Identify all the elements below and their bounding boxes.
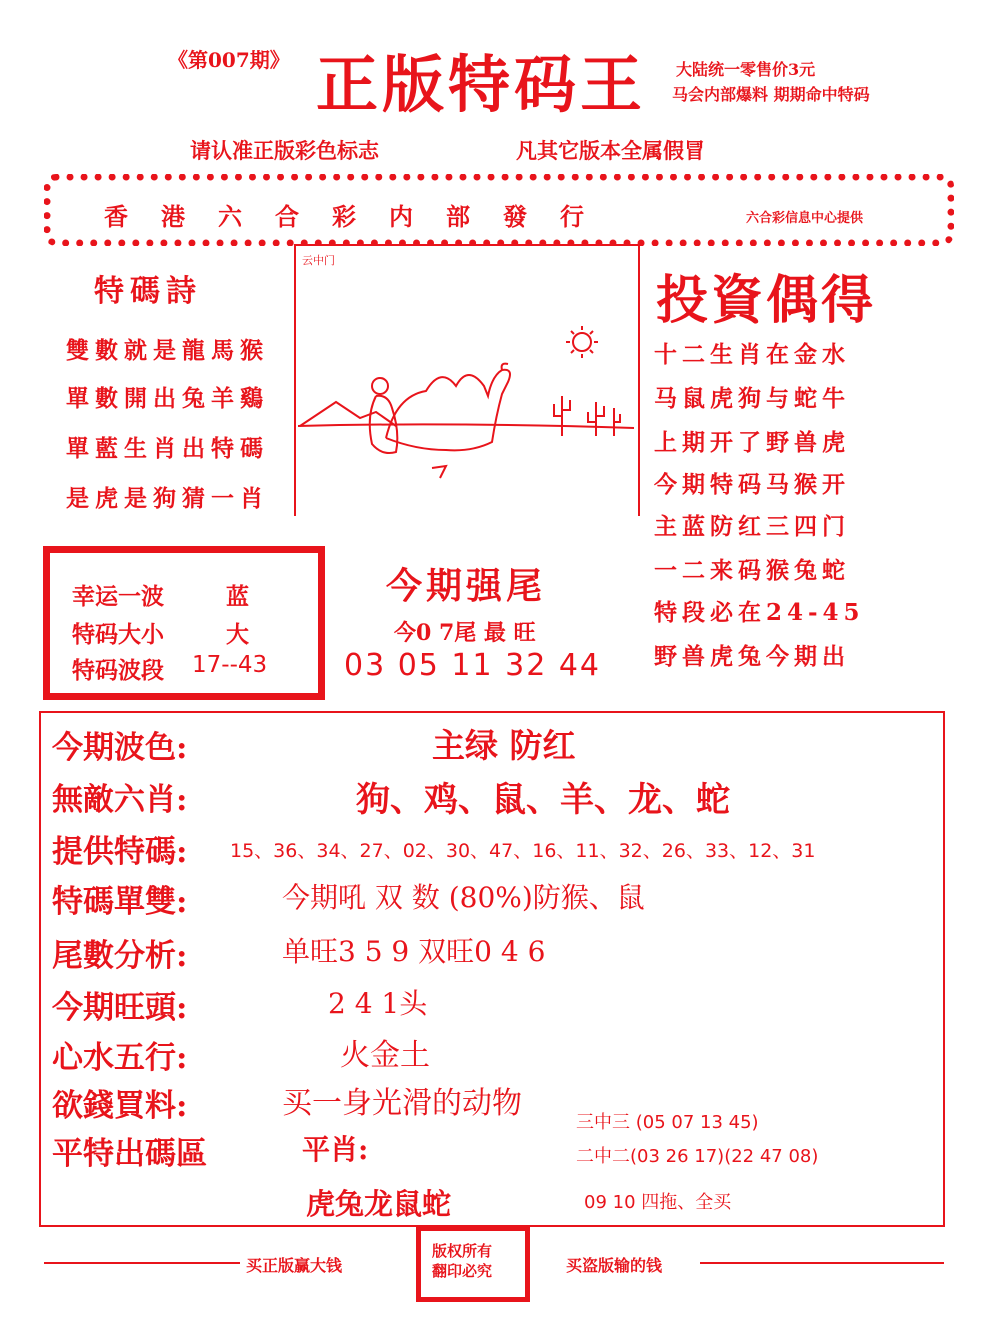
wave-color-label: 今期波色: bbox=[52, 730, 188, 766]
code-size-value: 大 bbox=[226, 621, 249, 648]
poem-title: 特碼詩 bbox=[94, 274, 202, 309]
poem-line: 單數開出兔羊鷄 bbox=[66, 385, 269, 412]
flat-zodiac-value: 虎兔龙鼠蛇 bbox=[306, 1187, 452, 1221]
provide-code-label: 提供特碼: bbox=[52, 834, 188, 870]
invest-line: 今期特码马猴开 bbox=[654, 471, 850, 498]
buy-info-label: 欲錢買料: bbox=[52, 1088, 188, 1124]
footer-left-text: 买正版赢大钱 bbox=[246, 1256, 343, 1275]
wave-color-value: 主绿 防红 bbox=[432, 726, 576, 765]
page-title: 正版特码王 bbox=[316, 48, 647, 121]
invest-line: 一二来码猴兔蛇 bbox=[654, 557, 850, 584]
authentic-notice: 请认准正版彩色标志 bbox=[190, 138, 379, 163]
lucky-head-value: 2 4 1头 bbox=[328, 987, 428, 1020]
invest-line: 十二生肖在金水 bbox=[654, 341, 850, 368]
fake-notice: 凡其它版本全属假冒 bbox=[516, 138, 705, 163]
insider-text: 马会内部爆料 期期命中特码 bbox=[672, 85, 870, 104]
banner-text: 香港六合彩内部發行 bbox=[104, 202, 617, 231]
provide-code-value: 15、36、34、27、02、30、47、16、11、32、26、33、12、31 bbox=[230, 840, 816, 862]
four-drag: 09 10 四拖、全买 bbox=[584, 1192, 732, 1213]
code-range-value: 17--43 bbox=[192, 652, 268, 678]
odd-even-label: 特碼單雙: bbox=[52, 884, 188, 920]
footer-line-left bbox=[44, 1262, 240, 1264]
lucky-wave-value: 蓝 bbox=[226, 583, 249, 610]
invest-line: 野兽虎兔今期出 bbox=[654, 643, 850, 670]
flat-zodiac-label: 平肖: bbox=[302, 1133, 369, 1166]
poem-line: 是虎是狗猜一肖 bbox=[66, 485, 269, 512]
footer-right-text: 买盗版输的钱 bbox=[566, 1256, 663, 1275]
tail-analysis-label: 尾數分析: bbox=[52, 938, 188, 974]
five-element-label: 心水五行: bbox=[52, 1040, 188, 1076]
tail-analysis-value: 单旺3 5 9 双旺0 4 6 bbox=[282, 935, 546, 968]
poem-line: 單藍生肖出特碼 bbox=[66, 435, 269, 462]
camel-desert-illustration bbox=[296, 246, 638, 516]
code-size-label: 特码大小 bbox=[72, 621, 164, 648]
six-zodiac-value: 狗、鸡、鼠、羊、龙、蛇 bbox=[356, 780, 730, 820]
illustration-frame bbox=[294, 244, 640, 516]
invest-line: 马鼠虎狗与蛇牛 bbox=[654, 385, 850, 412]
buy-info-value: 买一身光滑的动物 bbox=[282, 1086, 522, 1121]
strong-tail-subtitle: 今0 7尾 最 旺 bbox=[394, 620, 536, 646]
code-range-label: 特码波段 bbox=[72, 657, 164, 684]
five-element-value: 火金土 bbox=[340, 1038, 430, 1073]
banner-side-text: 六合彩信息中心提供 bbox=[746, 211, 864, 226]
lucky-wave-label: 幸运一波 bbox=[72, 583, 164, 610]
six-zodiac-label: 無敵六肖: bbox=[52, 782, 188, 818]
two-hit-two: 二中二(03 26 17)(22 47 08) bbox=[576, 1146, 819, 1167]
price-text: 大陆统一零售价3元 bbox=[676, 60, 816, 79]
invest-line: 上期开了野兽虎 bbox=[654, 429, 850, 456]
poem-line: 雙數就是龍馬猴 bbox=[66, 337, 269, 364]
invest-line: 特段必在24-45 bbox=[654, 599, 865, 626]
illustration-stamp: 云中门 bbox=[302, 254, 335, 267]
copyright-line-1: 版权所有 bbox=[432, 1242, 493, 1260]
flat-zone-label: 平特出碼區 bbox=[52, 1136, 207, 1172]
issue-number: 《第007期》 bbox=[168, 48, 290, 72]
footer-line-right bbox=[700, 1262, 944, 1264]
invest-title: 投資偶得 bbox=[656, 270, 877, 331]
strong-tail-numbers: 03 05 11 32 44 bbox=[344, 648, 602, 683]
lucky-head-label: 今期旺頭: bbox=[52, 990, 188, 1026]
odd-even-value: 今期吼 双 数 (80%)防猴、鼠 bbox=[282, 881, 645, 914]
strong-tail-title: 今期强尾 bbox=[386, 565, 547, 607]
three-hit-three: 三中三 (05 07 13 45) bbox=[576, 1112, 759, 1133]
copyright-line-2: 翻印必究 bbox=[432, 1262, 493, 1280]
invest-line: 主蓝防红三四门 bbox=[654, 513, 850, 540]
